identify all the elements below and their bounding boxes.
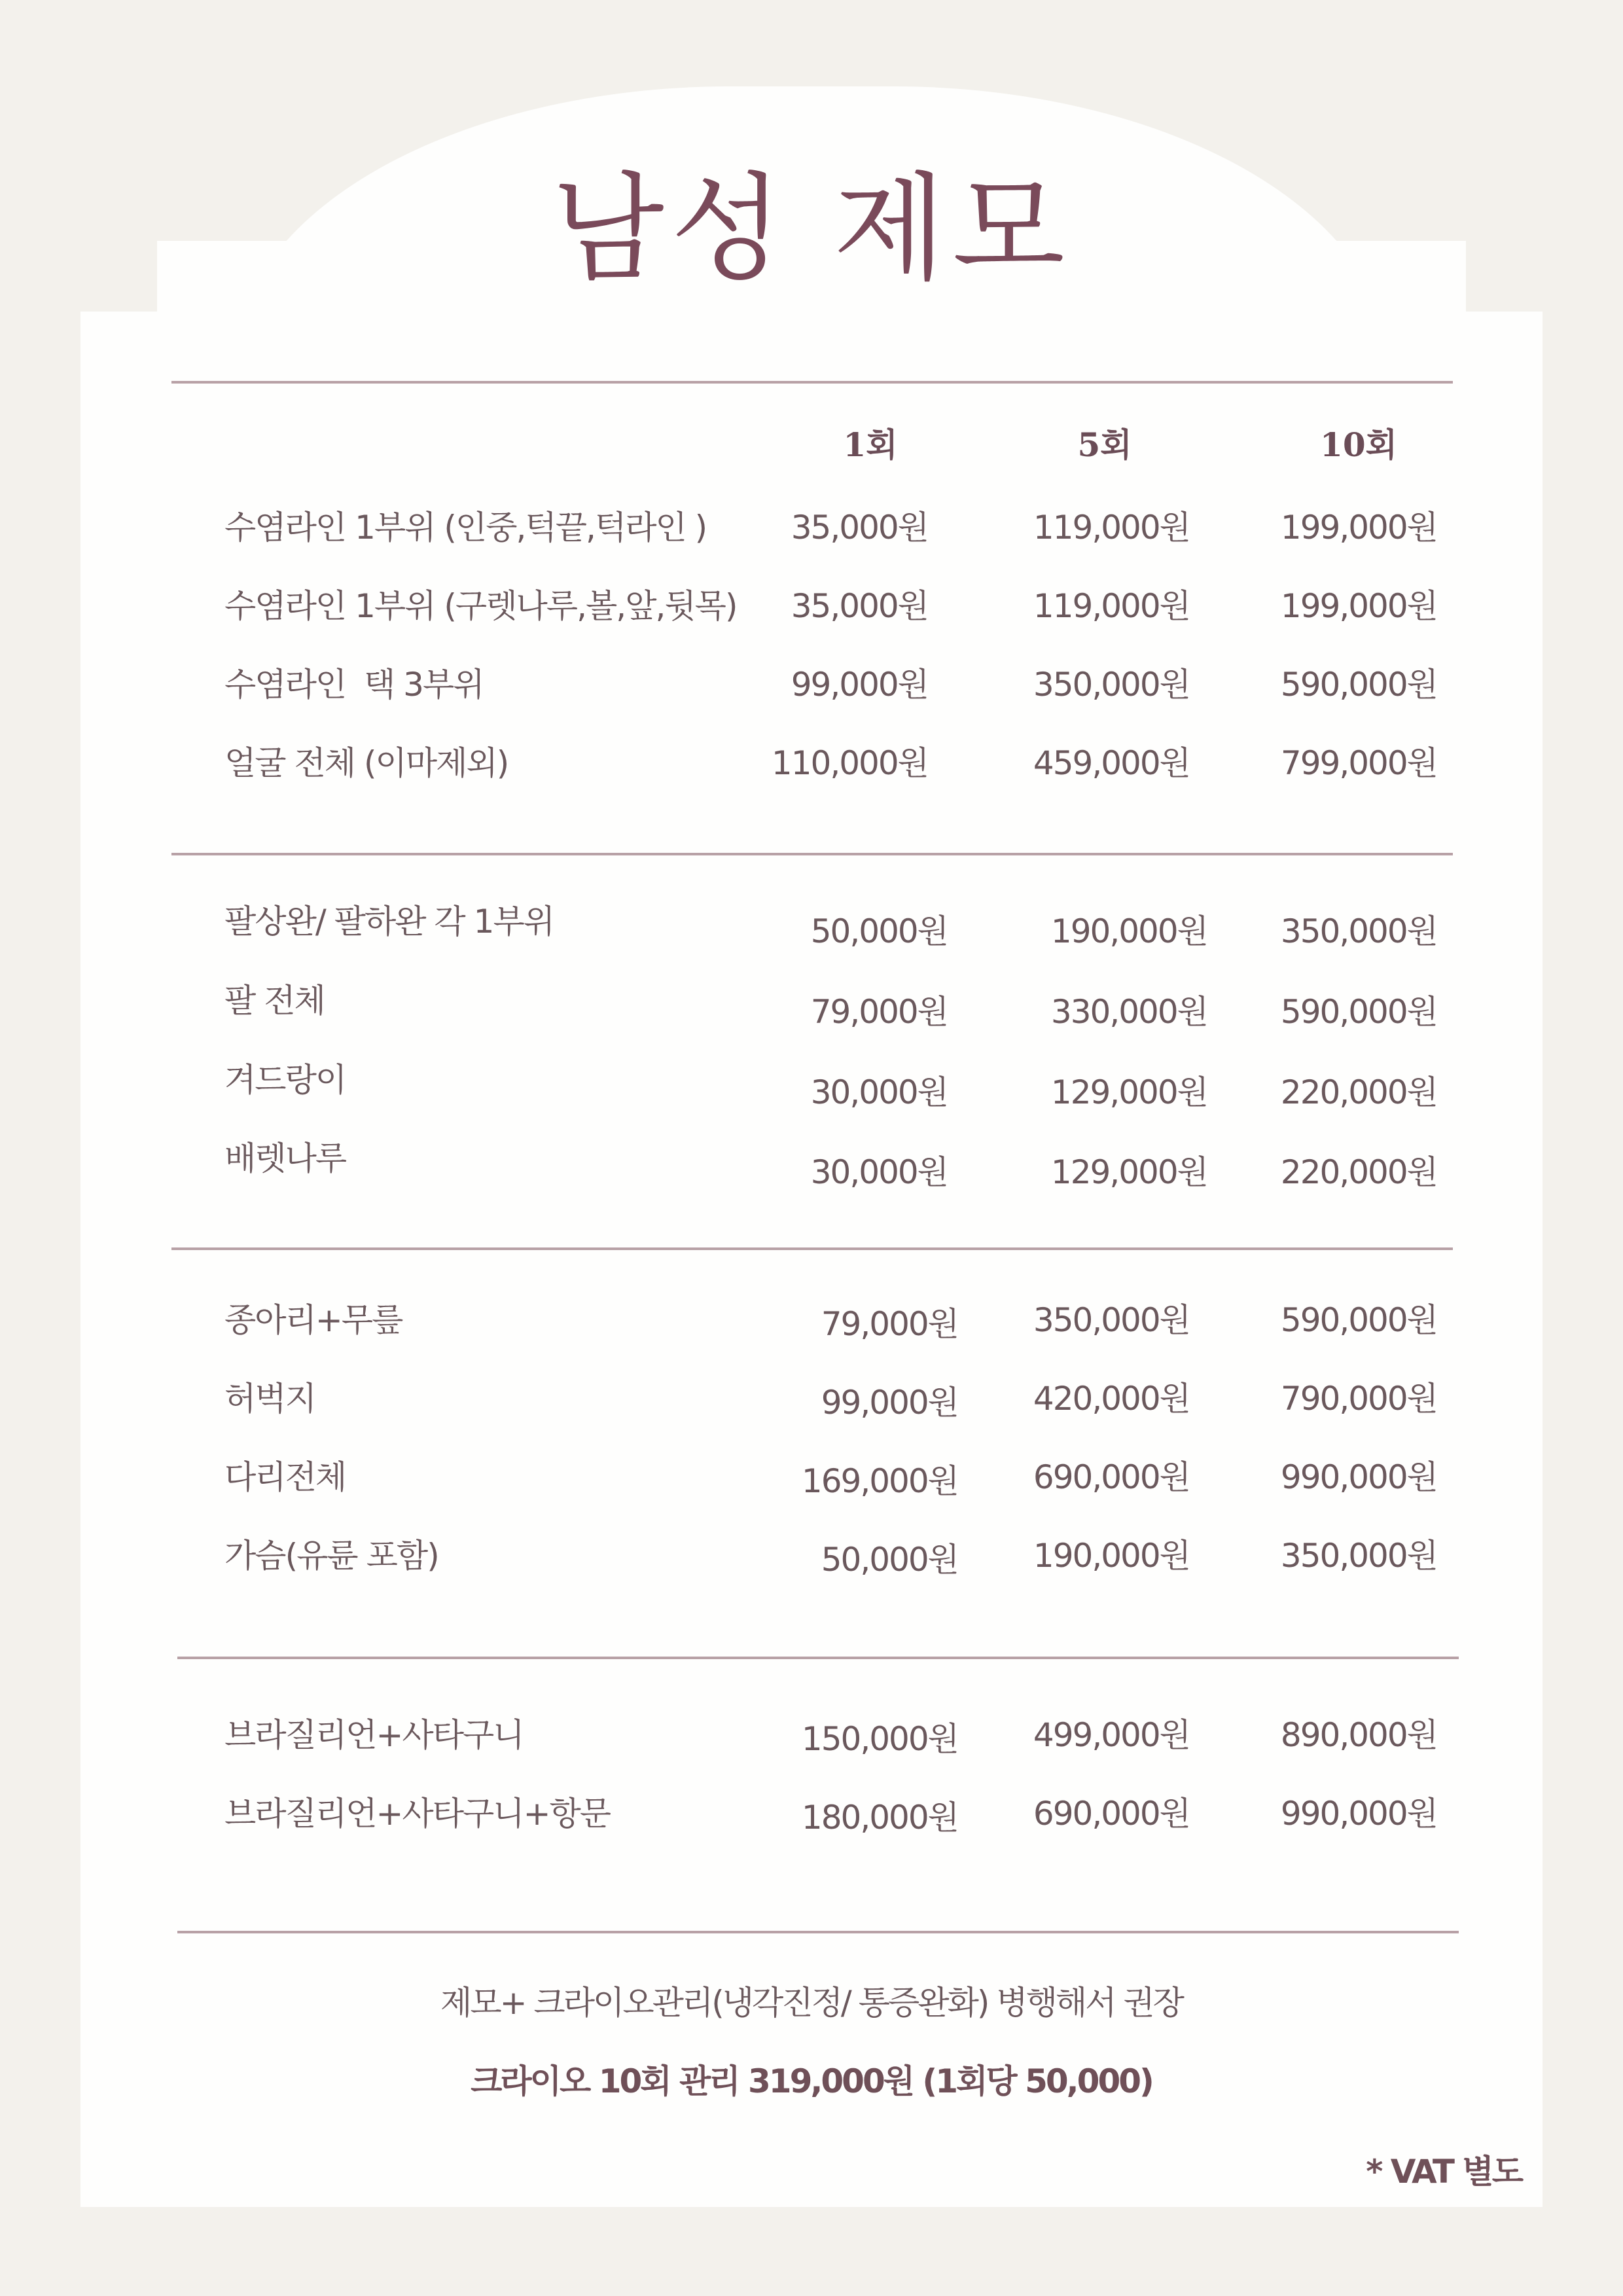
divider	[171, 1247, 1453, 1250]
price-row	[0, 1294, 1623, 1346]
price-row	[0, 580, 1623, 632]
cryo-package-price: 크라이오 10회 관리 319,000원 (1회당 50,000)	[471, 2062, 1152, 2100]
cryo-recommendation-note: 제모+ 크라이오관리(냉각진정/ 통증완화) 병행해서 권장	[440, 1984, 1183, 2022]
price-5x: 350,000원	[1033, 1301, 1190, 1339]
divider	[171, 381, 1453, 384]
price-5x: 690,000원	[1033, 1458, 1190, 1496]
price-5x: 459,000원	[1033, 744, 1190, 782]
column-header-5: 5회	[1077, 425, 1132, 464]
price-row	[0, 1709, 1623, 1761]
treatment-name: 팔상완/ 팔하완 각 1부위	[224, 903, 554, 941]
treatment-name: 팔 전체	[224, 982, 325, 1020]
price-1x: 35,000원	[791, 587, 928, 625]
price-1x: 50,000원	[821, 1541, 958, 1579]
price-1x: 79,000원	[810, 993, 948, 1031]
price-10x: 199,000원	[1280, 587, 1437, 625]
price-10x: 790,000원	[1280, 1380, 1437, 1418]
price-1x: 30,000원	[810, 1153, 948, 1191]
divider	[177, 1657, 1459, 1659]
price-10x: 590,000원	[1280, 1301, 1437, 1339]
column-header-10: 10회	[1320, 425, 1397, 464]
price-row	[0, 1451, 1623, 1503]
price-10x: 990,000원	[1280, 1458, 1437, 1496]
divider	[171, 853, 1453, 855]
price-1x: 150,000원	[801, 1720, 958, 1758]
price-1x: 30,000원	[810, 1073, 948, 1111]
treatment-name: 겨드랑이	[224, 1061, 346, 1099]
price-row	[0, 905, 1623, 958]
price-1x: 99,000원	[791, 666, 928, 704]
treatment-name: 종아리+무릎	[224, 1301, 402, 1339]
price-5x: 119,000원	[1033, 509, 1190, 547]
price-row	[0, 658, 1623, 711]
price-10x: 799,000원	[1280, 744, 1437, 782]
treatment-name: 얼굴 전체 (이마제외)	[224, 744, 508, 782]
price-10x: 220,000원	[1280, 1153, 1437, 1191]
treatment-name: 브라질리언+사타구니+항문	[224, 1795, 611, 1833]
price-row	[0, 501, 1623, 554]
price-10x: 199,000원	[1280, 509, 1437, 547]
price-10x: 990,000원	[1280, 1795, 1437, 1833]
price-5x: 420,000원	[1033, 1380, 1190, 1418]
page-title: 남성 제모	[551, 161, 1072, 296]
price-5x: 119,000원	[1033, 587, 1190, 625]
treatment-name: 브라질리언+사타구니	[224, 1716, 524, 1754]
price-10x: 590,000원	[1280, 993, 1437, 1031]
treatment-name: 가슴(유륜 포함)	[224, 1537, 438, 1575]
price-1x: 110,000원	[771, 744, 928, 782]
treatment-name: 허벅지	[224, 1380, 315, 1418]
price-row	[0, 1066, 1623, 1119]
price-1x: 99,000원	[821, 1384, 958, 1422]
price-row	[0, 1787, 1623, 1840]
price-row	[0, 1146, 1623, 1198]
price-10x: 590,000원	[1280, 666, 1437, 704]
price-5x: 499,000원	[1033, 1716, 1190, 1754]
price-10x: 350,000원	[1280, 1537, 1437, 1575]
divider	[177, 1931, 1459, 1933]
price-5x: 129,000원	[1050, 1153, 1207, 1191]
treatment-name: 수염라인 택 3부위	[224, 666, 484, 704]
vat-notice: * VAT 별도	[1366, 2153, 1522, 2191]
price-row	[0, 1372, 1623, 1425]
price-row	[0, 986, 1623, 1038]
price-10x: 890,000원	[1280, 1716, 1437, 1754]
price-5x: 190,000원	[1033, 1537, 1190, 1575]
price-10x: 220,000원	[1280, 1073, 1437, 1111]
price-5x: 129,000원	[1050, 1073, 1207, 1111]
treatment-name: 배렛나루	[224, 1139, 346, 1177]
price-row	[0, 737, 1623, 789]
price-1x: 180,000원	[801, 1799, 958, 1837]
price-5x: 690,000원	[1033, 1795, 1190, 1833]
price-5x: 330,000원	[1050, 993, 1207, 1031]
treatment-name: 다리전체	[224, 1458, 346, 1496]
price-1x: 79,000원	[821, 1305, 958, 1343]
treatment-name: 수염라인 1부위 (인중,턱끝,턱라인 )	[224, 509, 707, 547]
column-header-1: 1회	[843, 425, 898, 464]
price-1x: 169,000원	[801, 1462, 958, 1500]
price-5x: 190,000원	[1050, 912, 1207, 950]
price-5x: 350,000원	[1033, 666, 1190, 704]
price-row	[0, 1530, 1623, 1582]
price-10x: 350,000원	[1280, 912, 1437, 950]
price-1x: 35,000원	[791, 509, 928, 547]
treatment-name: 수염라인 1부위 (구렛나루,볼,앞,뒷목)	[224, 587, 737, 625]
price-1x: 50,000원	[810, 912, 948, 950]
